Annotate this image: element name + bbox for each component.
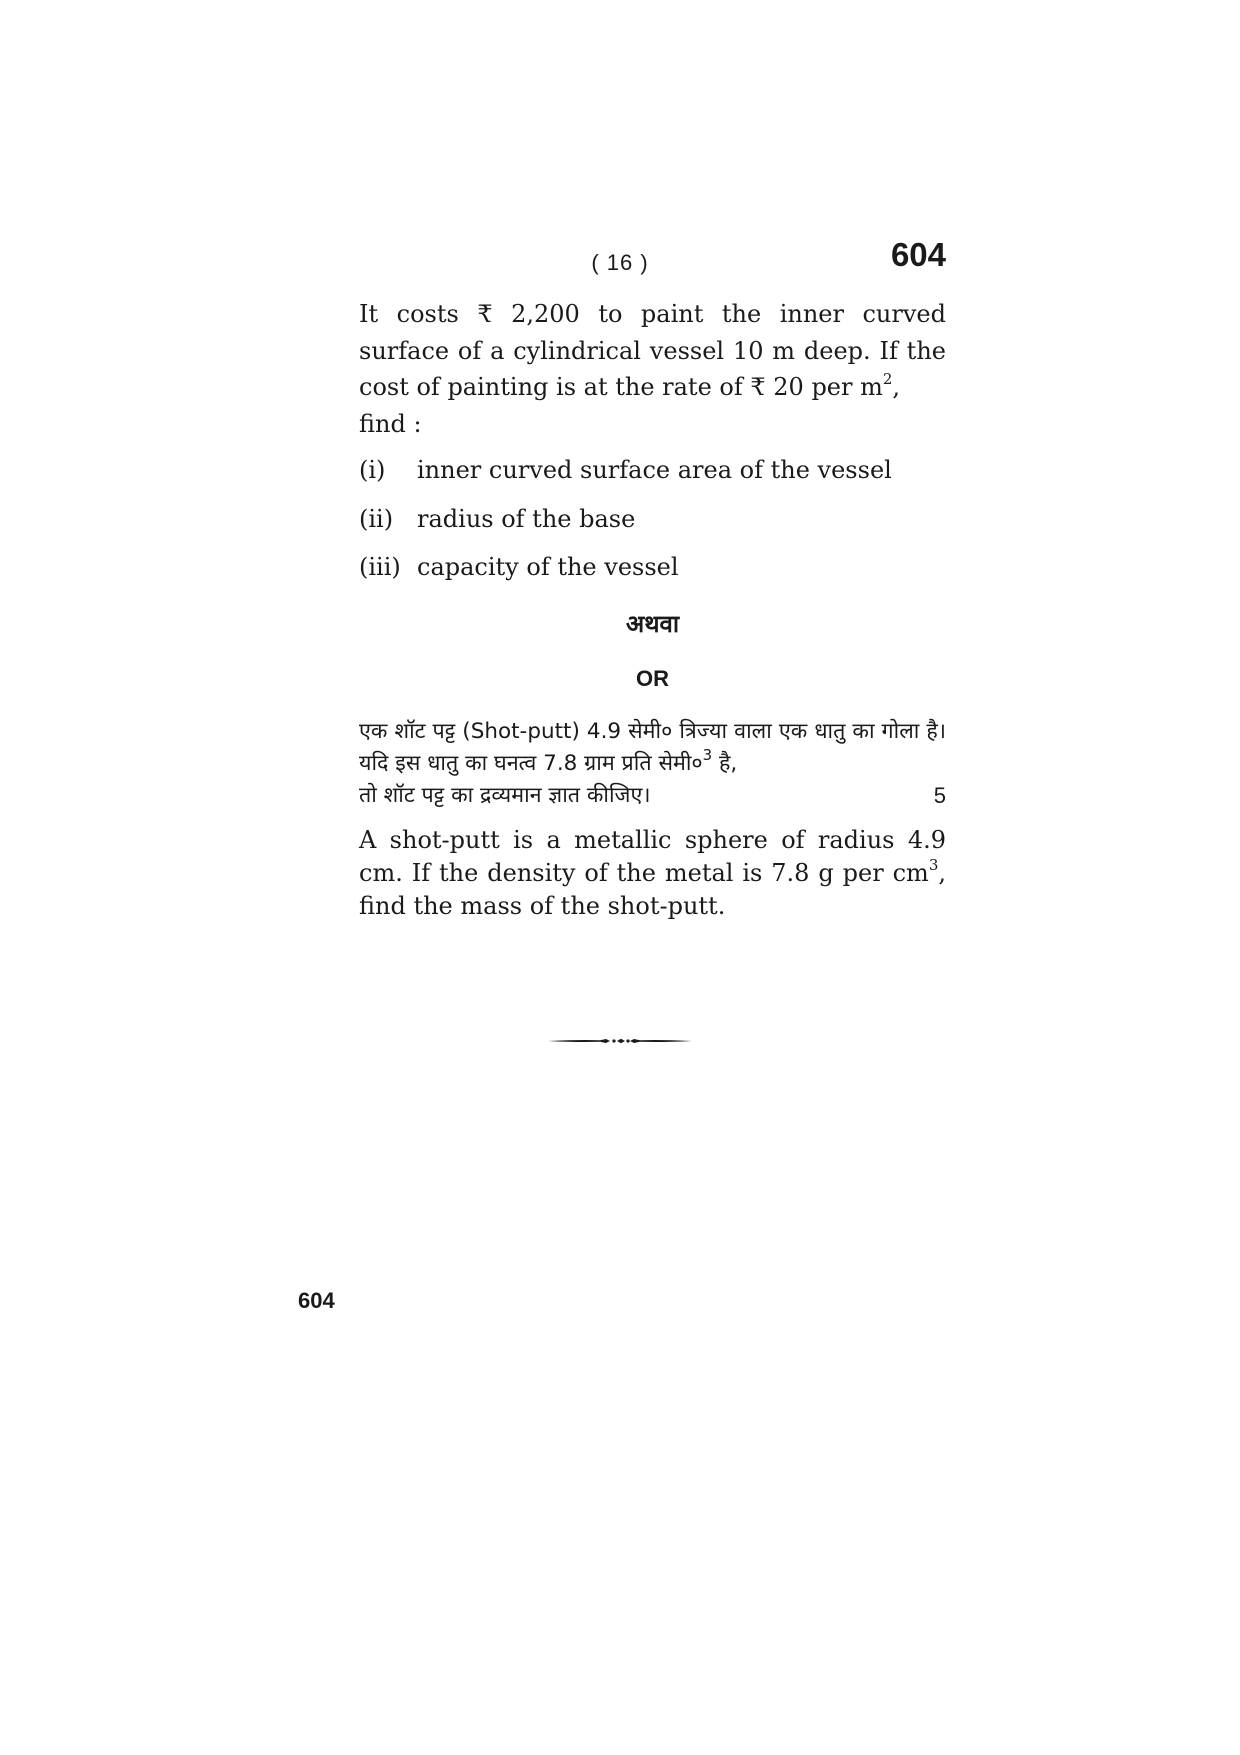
- page-number: ( 16 ): [591, 250, 649, 275]
- paper-code-top: 604: [890, 236, 946, 273]
- superscript: 3: [928, 856, 939, 874]
- part-item: [359, 452, 946, 488]
- superscript: 3: [702, 745, 713, 764]
- paper-code-bottom: 604: [298, 1288, 335, 1313]
- part-item: [359, 501, 946, 537]
- alt-question-english: A shot-putt is a metallic sphere of radius 4.9 cm. If the density of the metal is 7.8 g per $cm^3$, find the mass of the shot-putt.: [359, 826, 946, 920]
- part-number: (i): [359, 456, 386, 484]
- hindi-last-line: तो शॉट पट्ट का द्रव्यमान ज्ञात कीजिए। 5: [359, 780, 946, 812]
- part-number: (iii): [359, 553, 401, 581]
- part-number: (ii): [359, 504, 394, 533]
- part-text: inner curved surface area of the vessel: [417, 456, 892, 484]
- alt-question-hindi: एक शॉट पट्ट (Shot-putt) 4.9 सेमी० त्रिज्या वाला एक धातु का गोला है। यदि इस धातु का घनत्व 7.8 ग्राम प्रति $सेमी०^3$ है, तो शॉट पट्ट का द्रव्यमान ज्ञात कीजिए। 5: [359, 716, 946, 812]
- question-parts: [359, 452, 946, 585]
- or-heading-english: OR: [636, 666, 669, 691]
- question-intro: It costs ₹ 2,200 to paint the inner curved surface of a cylindrical vessel 10 m deep. If the cost of painting is at the rate of ₹ 20 per $m^2$, find :: [359, 300, 946, 438]
- marks: 5: [933, 783, 946, 808]
- superscript: 2: [882, 370, 893, 388]
- part-item: [359, 549, 946, 585]
- end-ornament-divider: [548, 1036, 692, 1046]
- question-block: [359, 296, 946, 947]
- part-text: radius of the base: [417, 504, 636, 533]
- find-label: find :: [359, 409, 422, 438]
- part-text: capacity of the vessel: [417, 553, 679, 581]
- or-heading-hindi: अथवा: [625, 611, 680, 638]
